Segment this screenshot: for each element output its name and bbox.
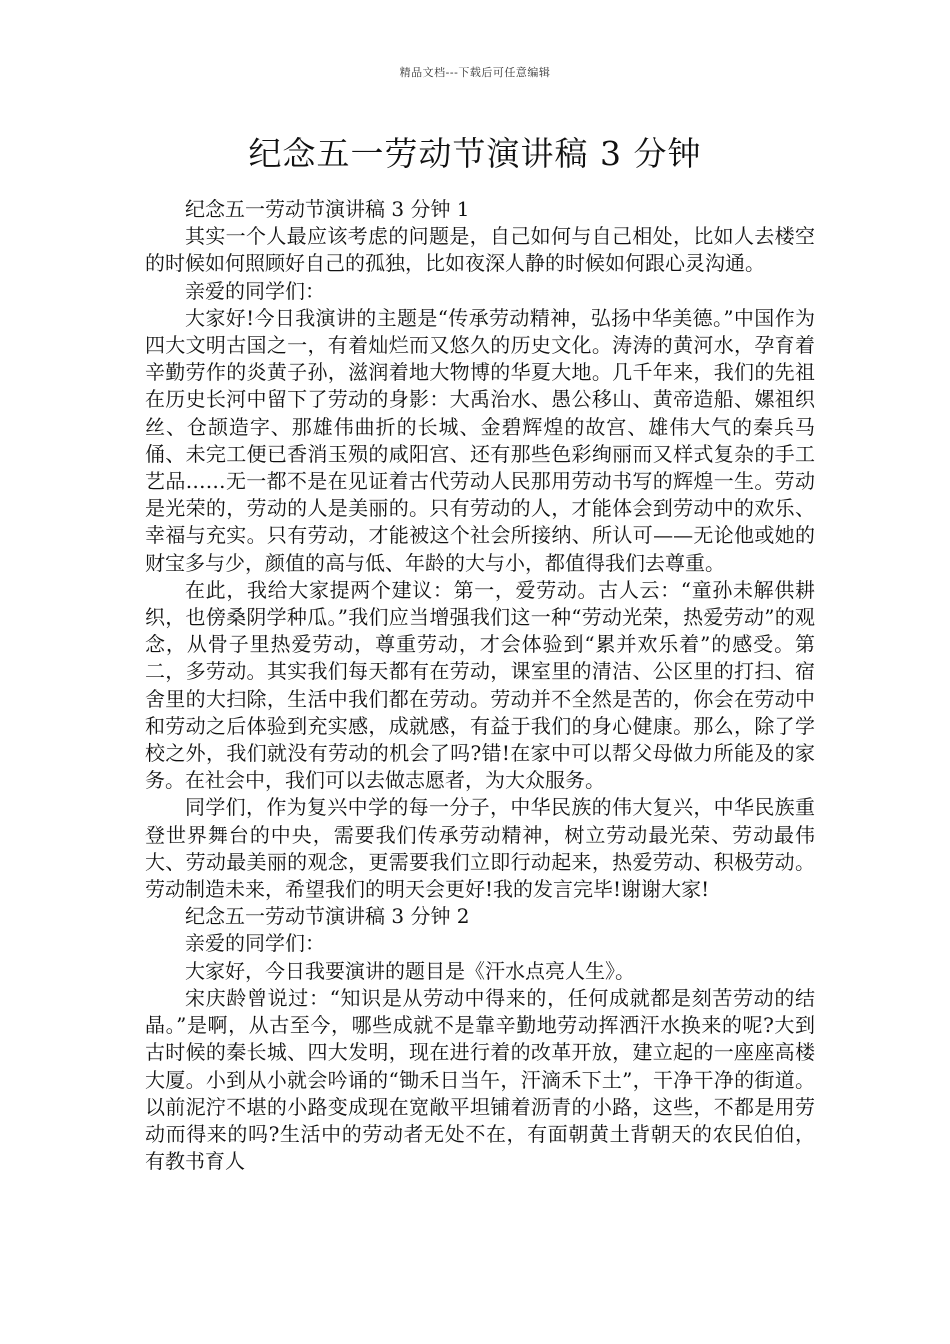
- salutation: 亲爱的同学们：: [185, 931, 325, 956]
- paragraph: 大家好!今日我演讲的主题是“传承劳动精神，弘扬中华美德。”中国作为四大文明古国之一，有着灿烂而又悠久的历史文化。涛涛的黄河水，孕育着辛勤劳作的炎黄子孙，滋润着地大物博的华夏大地。几千年来，我们的先祖在历史长河中留下了劳动的身影：大禹治水、愚公移山、黄帝造船、嫘祖织丝、仓颉造字、那雄伟曲折的长城、金碧辉煌的故宫、雄伟大气的秦兵马俑、未完工便已香消玉殒的咸阳宫、还有那些色彩绚丽而又样式复杂的手工艺品……无一都不是在见证着古代劳动人民那用劳动书写的辉煌一生。劳动是光荣的，劳动的人是美丽的。只有劳动的人，才能体会到劳动中的欢乐、幸福与充实。只有劳动，才能被这个社会所接纳、所认可——无论他或她的财宝多与少，颜值的高与低、年龄的大与小，都值得我们去尊重。: [145, 305, 815, 575]
- document-body: [145, 196, 815, 1175]
- paragraph: 其实一个人最应该考虑的问题是，自己如何与自己相处，比如人去楼空的时候如何照顾好自己的孤独，比如夜深人静的时候如何跟心灵沟通。: [145, 224, 815, 276]
- document-header-note: 精品文档---下载后可任意编辑: [399, 66, 551, 79]
- paragraph: 在此，我给大家提两个建议：第一，爱劳动。古人云：“童孙未解供耕织，也傍桑阴学种瓜。”我们应当增强我们这一种“劳动光荣，热爱劳动”的观念，从骨子里热爱劳动，尊重劳动，才会体验到“累并欢乐着”的感受。第二，多劳动。其实我们每天都有在劳动，课室里的清洁、公区里的打扫、宿舍里的大扫除，生活中我们都在劳动。劳动并不全然是苦的，你会在劳动中和劳动之后体验到充实感，成就感，有益于我们的身心健康。那么，除了学校之外，我们就没有劳动的机会了吗?错!在家中可以帮父母做力所能及的家务。在社会中，我们可以去做志愿者，为大众服务。: [145, 577, 815, 793]
- section-heading-2: 纪念五一劳动节演讲稿 3 分钟 2: [185, 904, 470, 929]
- paragraph: 大家好，今日我要演讲的题目是《汗水点亮人生》。: [185, 958, 635, 983]
- document-title: 纪念五一劳动节演讲稿 3 分钟: [248, 134, 702, 173]
- paragraph: 同学们，作为复兴中学的每一分子，中华民族的伟大复兴，中华民族重登世界舞台的中央，需要我们传承劳动精神，树立劳动最光荣、劳动最伟大、劳动最美丽的观念，更需要我们立即行动起来，热爱劳动、积极劳动。劳动制造未来，希望我们的明天会更好!我的发言完毕!谢谢大家!: [145, 795, 815, 902]
- paragraph: 宋庆龄曾说过：“知识是从劳动中得来的，任何成就都是刻苦劳动的结晶。”是啊，从古至今，哪些成就不是靠辛勤地劳动挥洒汗水换来的呢?大到古时候的秦长城、四大发明，现在进行着的改革开放，建立起的一座座高楼大厦。小到从小就会吟诵的“锄禾日当午，汗滴禾下土”，干净干净的街道。以前泥泞不堪的小路变成现在宽敞平坦铺着沥青的小路，这些，不都是用劳动而得来的吗?生活中的劳动者无处不在，有面朝黄土背朝天的农民伯伯，有教书育人: [145, 985, 815, 1174]
- salutation: 亲爱的同学们：: [185, 278, 325, 303]
- section-heading-1: 纪念五一劳动节演讲稿 3 分钟 1: [185, 197, 470, 221]
